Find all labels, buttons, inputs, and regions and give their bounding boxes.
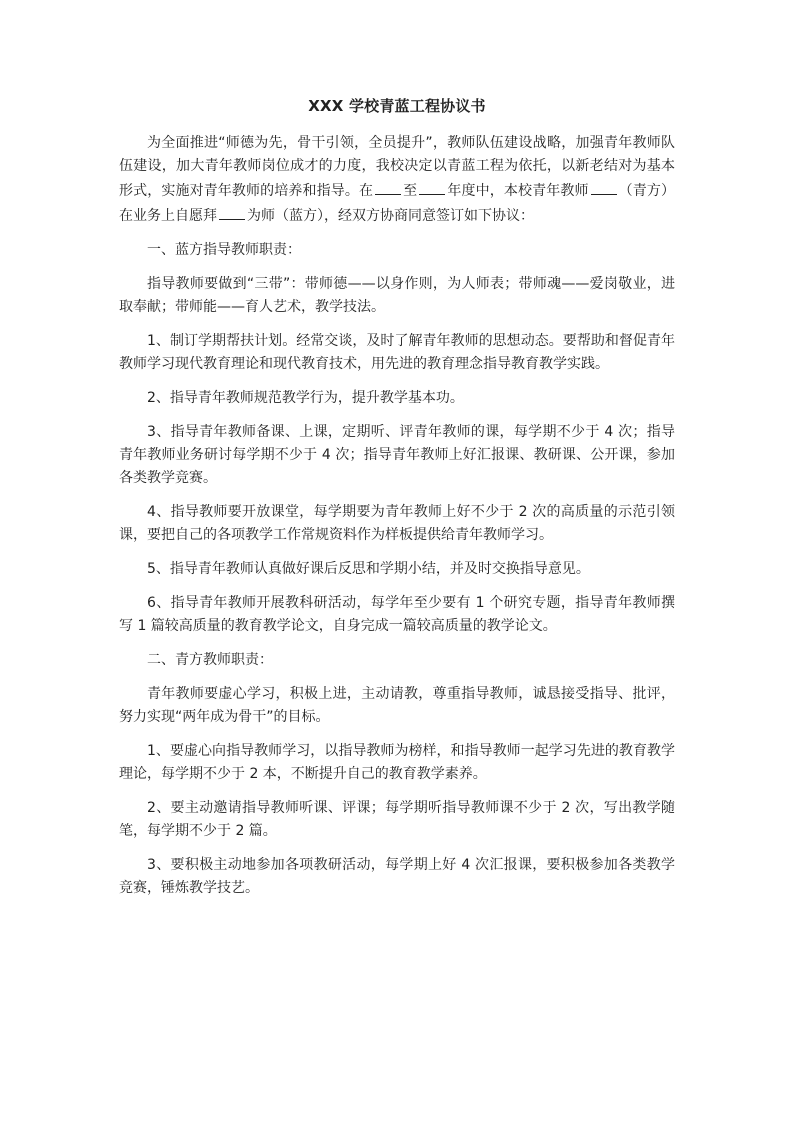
section1-item-2: 2、指导青年教师规范教学行为，提升教学基本功。 <box>147 390 464 406</box>
document-body <box>119 96 675 900</box>
section1-item-6: 6、指导青年教师开展教科研活动，每学年至少要有 1 个研究专题，指导青年教师撰写 1 篇较高质量的教育教学论文，自身完成一篇较高质量的教学论文。 <box>119 595 675 634</box>
section2-item-2: 2、要主动邀请指导教师听课、评课；每学期听指导教师课不少于 2 次，写出教学随笔，每学期不少于 2 篇。 <box>119 800 675 839</box>
intro-text-5: 为师（蓝方），经双方协商同意签订如下协议： <box>247 208 534 224</box>
section1-heading: 一、蓝方指导教师职责： <box>147 242 301 258</box>
section2-heading: 二、青方教师职责： <box>147 652 273 668</box>
start-year-blank[interactable] <box>375 178 401 195</box>
end-year-blank[interactable] <box>419 178 445 195</box>
section1-item-3: 3、指导青年教师备课、上课，定期听、评青年教师的课，每学期不少于 4 次；指导青年教师业务研讨每学期不少于 4 次；指导青年教师上好汇报课、教研课、公开课，参加各类教学竞赛。 <box>119 424 675 486</box>
intro-paragraph <box>119 132 675 228</box>
section2-intro: 青年教师要虚心学习，积极上进，主动请教，尊重指导教师，诚恳接受指导、批评，努力实现“两年成为骨干”的目标。 <box>119 686 675 725</box>
section1-item-5: 5、指导青年教师认真做好课后反思和学期小结，并及时交换指导意见。 <box>147 561 590 577</box>
section2-item-3: 3、要积极主动地参加各项教研活动，每学期上好 4 次汇报课，要积极参加各类教学竞赛，锤炼教学技艺。 <box>119 857 675 896</box>
young-teacher-name-blank[interactable] <box>591 178 617 195</box>
section1-item-4: 4、指导教师要开放课堂，每学期要为青年教师上好不少于 2 次的高质量的示范引领课，要把自己的各项教学工作常规资料作为样板提供给青年教师学习。 <box>119 504 675 543</box>
intro-text-2: 至 <box>403 183 418 199</box>
intro-text-1: 为全面推进“师德为先，骨干引领，全员提升”，教师队伍建设战略，加强青年教师队伍建设，加大青年教师岗位成才的力度，我校决定以青蓝工程为依托，以新老结对为基本形式，实施对青年教师的培养和指导。在 <box>119 135 675 199</box>
intro-text-4: （青方）在业务上自愿拜 <box>119 183 676 224</box>
section2-item-1: 1、要虚心向指导教师学习，以指导教师为榜样，和指导教师一起学习先进的教育教学理论，每学期不少于 2 本，不断提升自己的教育教学素养。 <box>119 743 675 782</box>
mentor-name-blank[interactable] <box>219 203 245 220</box>
section1-intro: 指导教师要做到“三带”：带师德——以身作则，为人师表；带师魂——爱岗敬业，进取奉献；带师能——育人艺术，教学技法。 <box>119 276 675 315</box>
document-title: XXX 学校青蓝工程协议书 <box>308 97 486 115</box>
intro-text-3: 年度中，本校青年教师 <box>447 183 589 199</box>
section1-item-1: 1、制订学期帮扶计划。经常交谈，及时了解青年教师的思想动态。要帮助和督促青年教师学习现代教育理论和现代教育技术，用先进的教育理念指导教育教学实践。 <box>119 333 675 372</box>
